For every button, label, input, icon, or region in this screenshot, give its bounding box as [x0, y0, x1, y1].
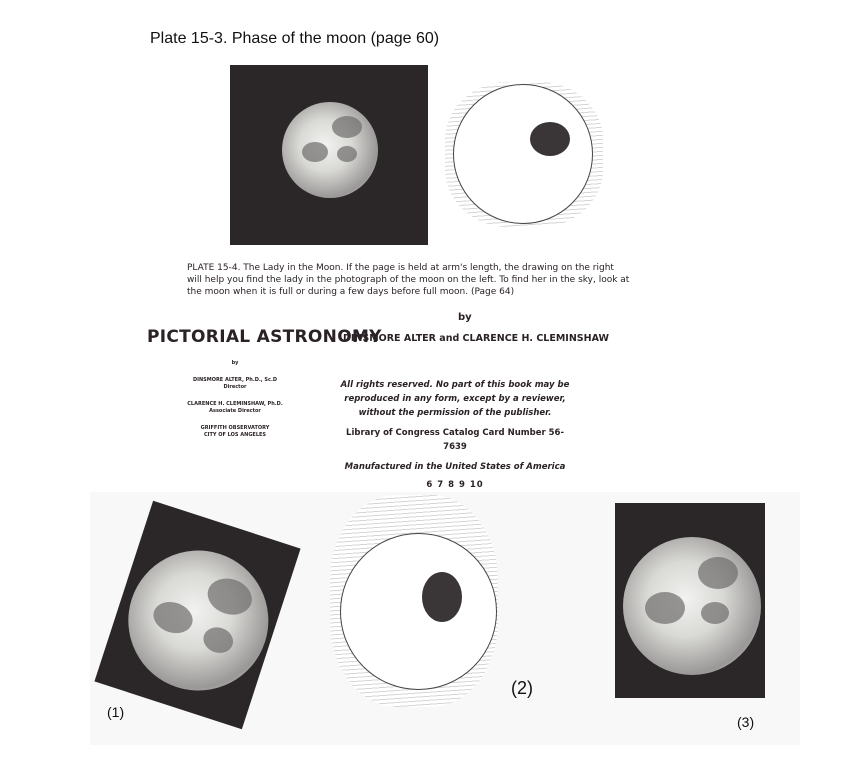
printing-numbers: 6 7 8 9 10 — [426, 480, 484, 490]
lady-drawing-top — [445, 82, 603, 227]
title-page-credits: by DINSMORE ALTER, Ph.D., Sc.D Director CLARENCE H. CLEMINSHAW, Ph.D. Associate Director GRIFFITH OBSERVATORY CITY OF LOS ANGELES — [187, 360, 283, 438]
book-title: PICTORIAL ASTRONOMY — [147, 327, 382, 347]
label-1: (1) — [107, 704, 125, 720]
moon-photo-right — [615, 503, 765, 698]
page-title: Plate 15-3. Phase of the moon (page 60) — [150, 30, 440, 47]
book-authors: DINSMORE ALTER and CLARENCE H. CLEMINSHAW — [343, 333, 609, 344]
moon-photo-top — [230, 65, 428, 245]
lady-drawing-bottom — [330, 495, 498, 707]
by-label: by — [458, 312, 472, 323]
plate-caption: PLATE 15-4. The Lady in the Moon. If the page is held at arm's length, the drawing on the right will help you find the lady in the photograph of the moon on the left. To find her in the sky, look at the moon when it is full or during a few days before full moon. (Page 64) — [187, 263, 630, 297]
label-3: (3) — [737, 714, 755, 730]
copyright-block: All rights reserved. No part of this book may be reproduced in any form, except by a reviewer, without the permission of the publisher. Library of Congress Catalog Card Number 56-7639 Manufactured in the United States of America 6 7 8 9 10 — [340, 380, 570, 490]
label-2: (2) — [511, 678, 533, 698]
